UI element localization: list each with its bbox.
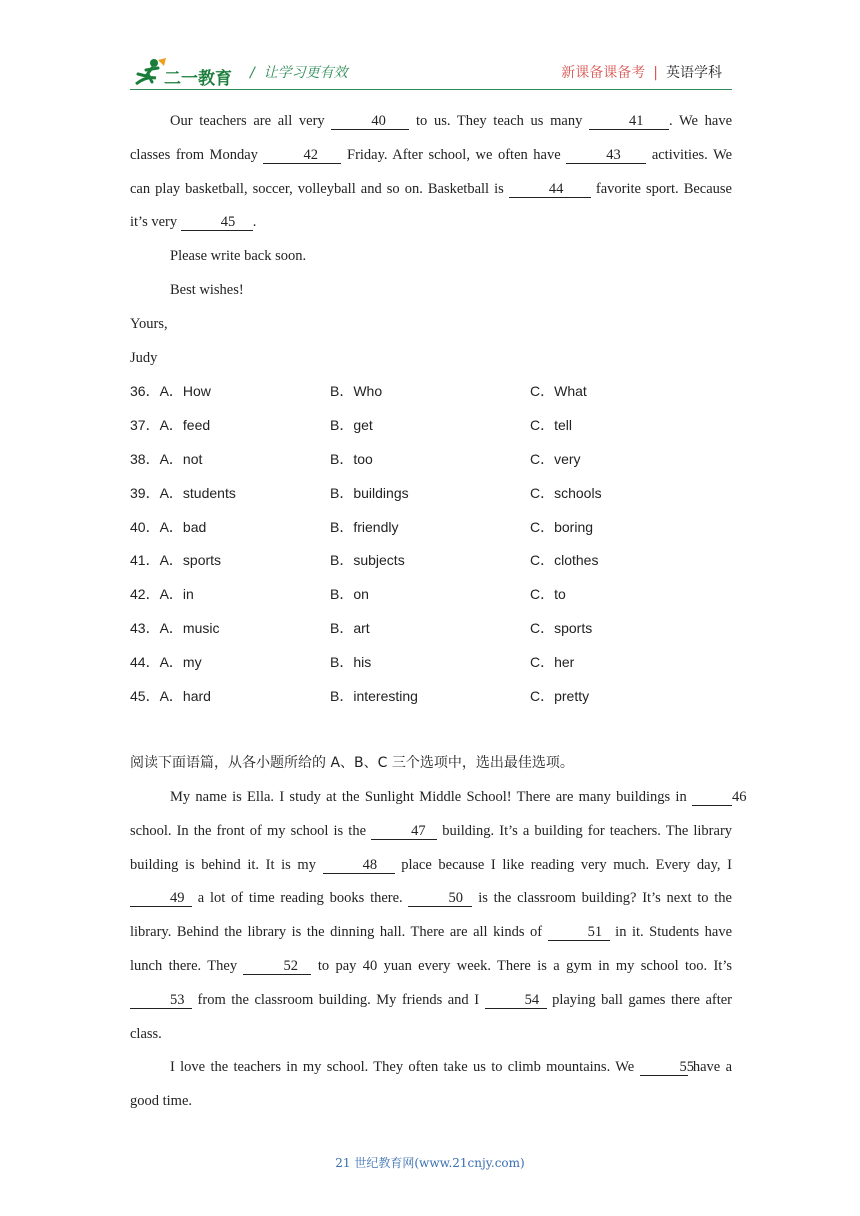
passage1-paragraph (130, 105, 732, 240)
option-row (130, 443, 732, 477)
text-segment: to us. They teach us many (416, 113, 583, 129)
text-segment: school. In the front of my school is the (130, 822, 367, 839)
blank-54: 54 (485, 992, 547, 1009)
blank-43: 43 (566, 147, 646, 164)
option-a (130, 477, 330, 511)
text-segment: place because I like reading very much. Every day, I (401, 856, 732, 873)
option-row (130, 612, 732, 646)
text-segment: activities. We can play basketball, soccer, volleyball and so on. Basketball is (130, 146, 733, 197)
option-row (130, 409, 732, 443)
option-a-text: A．bad (159, 518, 207, 535)
option-c: C．pretty (530, 687, 590, 704)
question-number: 42． (130, 586, 160, 603)
blank-51: 51 (548, 924, 610, 941)
document-body (130, 105, 747, 1119)
option-row (130, 477, 732, 511)
page-header (130, 56, 732, 90)
text-segment: from the classroom building. My friends and I (197, 991, 480, 1008)
passage2-paragraph2 (130, 1051, 732, 1119)
section-instruction: 阅读下面语篇，从各小题所给的 A、B、C 三个选项中，选出最佳选项。 (130, 755, 574, 772)
best-wishes-line: Best wishes! (170, 281, 244, 298)
blank-40: 40 (331, 113, 409, 130)
question-number: 38． (130, 450, 160, 467)
option-row (130, 646, 732, 680)
header-divider (130, 89, 732, 90)
header-right (561, 62, 722, 82)
logo-text: 二一教育 (164, 69, 232, 89)
slogan-text: 让学习更有效 (263, 65, 348, 81)
option-a (130, 375, 330, 409)
header-separator: | (653, 65, 658, 81)
blank-45: 45 (181, 214, 253, 231)
text-segment: a lot of time reading books there. (197, 890, 403, 907)
option-b: B．on (330, 586, 369, 603)
option-a (130, 578, 330, 612)
option-c: C．sports (530, 619, 593, 636)
option-b: B．too (330, 450, 373, 467)
option-row (130, 375, 732, 409)
option-a-text: A．my (159, 653, 202, 670)
question-number: 41． (130, 552, 160, 569)
blank-53: 53 (130, 992, 192, 1009)
option-a-text: A．students (159, 484, 236, 501)
option-b: B．his (330, 653, 372, 670)
header-subject-label: 英语学科 (666, 65, 722, 81)
question-number: 40． (130, 518, 160, 535)
option-a-text: A．music (159, 619, 220, 636)
option-a (130, 646, 330, 680)
option-a-text: A．hard (159, 687, 211, 704)
option-b: B．subjects (330, 552, 405, 569)
spacer (130, 713, 732, 747)
text-segment: Our teachers are all very (170, 113, 325, 129)
blank-46: 46 (692, 789, 732, 806)
option-row (130, 578, 732, 612)
text-segment: playing ball games there after class. (130, 991, 733, 1042)
blank-48: 48 (323, 857, 395, 874)
header-slogan: / 让学习更有效 (250, 65, 348, 81)
question-number: 36． (130, 383, 160, 400)
option-c: C．very (530, 450, 581, 467)
blank-49: 49 (130, 890, 192, 907)
option-row (130, 544, 732, 578)
option-a (130, 443, 330, 477)
blank-42: 42 (263, 147, 341, 164)
question-number: 39． (130, 484, 160, 501)
page-footer: 21 世纪教育网(www.21cnjy.com) (335, 1156, 525, 1170)
option-b: B．art (330, 619, 370, 636)
question-number: 45． (130, 687, 160, 704)
question-number: 44． (130, 653, 160, 670)
logo (130, 56, 240, 90)
option-b: B．get (330, 417, 373, 434)
option-row (130, 511, 732, 545)
blank-55: 55 (640, 1059, 688, 1076)
question-number: 43． (130, 619, 160, 636)
option-row (130, 680, 732, 714)
write-back-line: Please write back soon. (170, 248, 307, 265)
option-a (130, 544, 330, 578)
option-b: B．friendly (330, 518, 399, 535)
option-b: B．Who (330, 383, 383, 400)
option-a (130, 612, 330, 646)
text-segment: Friday. After school, we often have (347, 146, 561, 163)
option-a-text: A．How (159, 383, 211, 400)
text-segment: is the classroom building? It’s next to the library. Behind the library is the dinning hall. There are all kinds of (130, 890, 732, 941)
question-number: 37． (130, 417, 160, 434)
option-a (130, 680, 330, 714)
signature-name: Judy (130, 349, 158, 366)
text-segment: My name is Ella. I study at the Sunlight Middle School! There are many buildings in (170, 788, 687, 805)
option-c: C．clothes (530, 552, 599, 569)
option-a-text: A．feed (159, 417, 211, 434)
text-segment: . (252, 214, 257, 231)
text-segment: favorite sport. Because it’s very (130, 180, 732, 231)
blank-50: 50 (408, 890, 472, 907)
option-a (130, 511, 330, 545)
option-b: B．buildings (330, 484, 409, 501)
option-b: B．interesting (330, 687, 418, 704)
text-segment: in it. Students have lunch there. They (130, 924, 733, 974)
option-c: C．tell (530, 417, 573, 434)
blank-41: 41 (589, 113, 669, 130)
option-c: C．schools (530, 484, 602, 501)
header-course-label: 新课备课备考 (561, 65, 646, 81)
options-list (130, 375, 732, 713)
option-c: C．to (530, 586, 566, 603)
option-a (130, 409, 330, 443)
blank-52: 52 (243, 958, 311, 975)
text-segment: I love the teachers in my school. They often take us to climb mountains. We (170, 1059, 635, 1076)
text-segment: to pay 40 yuan every week. There is a gym in my school too. It’s (317, 957, 733, 974)
option-c: C．boring (530, 518, 594, 535)
passage2-paragraph1 (130, 781, 747, 1051)
option-c: C．her (530, 653, 575, 670)
option-a-text: A．not (159, 450, 203, 467)
option-c: C．What (530, 383, 587, 400)
text-segment: have a good time. (130, 1059, 733, 1110)
option-a-text: A．sports (159, 552, 222, 569)
blank-44: 44 (509, 181, 591, 198)
closing-yours: Yours, (130, 315, 168, 332)
blank-47: 47 (371, 823, 437, 840)
option-a-text: A．in (159, 586, 194, 603)
text-segment: building. It’s a building for teachers. The library building is behind it. It is my (130, 822, 733, 873)
text-segment: . We have classes from Monday (130, 113, 733, 163)
